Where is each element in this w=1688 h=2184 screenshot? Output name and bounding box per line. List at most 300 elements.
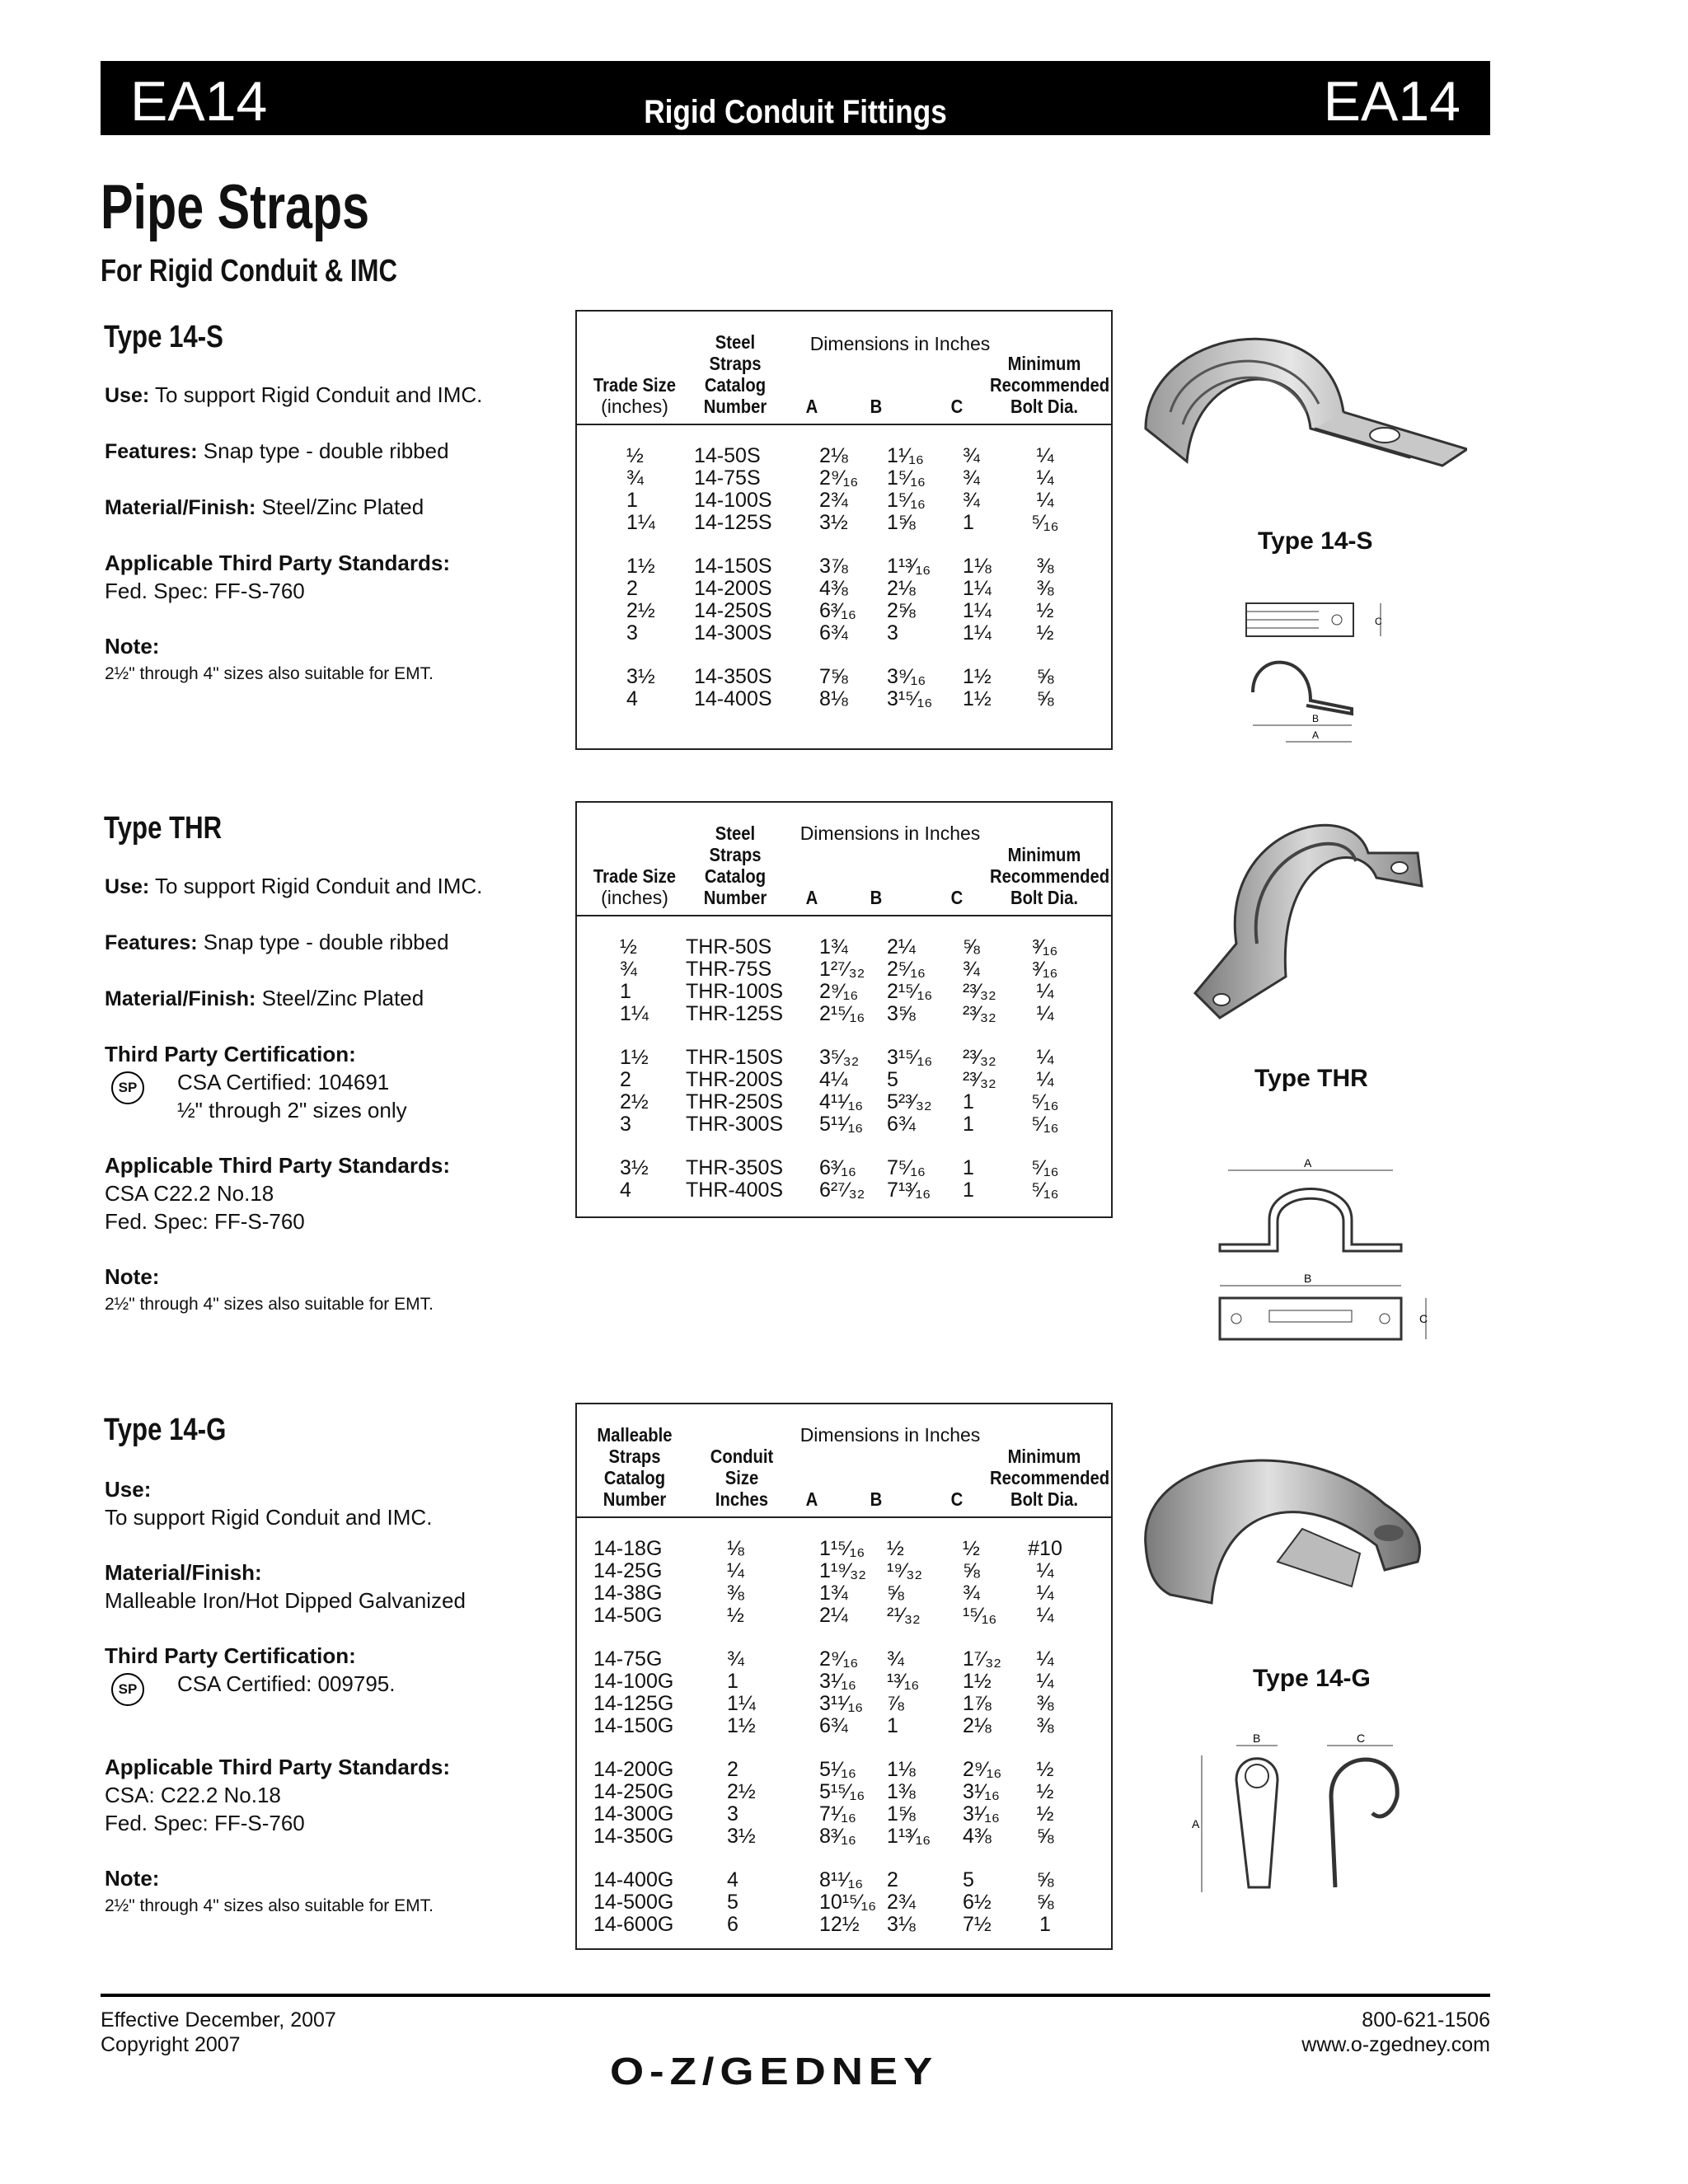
table-cell: 3¹⁄₁₆ [963, 1780, 1000, 1803]
table-cell: ¾ [963, 489, 980, 512]
header-divider [577, 424, 1111, 425]
table-cell: ¼ [1036, 489, 1054, 512]
table-cell: ⁵⁄₁₆ [1031, 1179, 1059, 1202]
table-cell: 2⅛ [887, 577, 916, 600]
header-divider [577, 915, 1111, 916]
table-cell: 8³⁄₁₆ [819, 1825, 856, 1848]
table-cell: ¼ [1036, 1559, 1054, 1582]
type-14g-description [105, 1475, 566, 1920]
table-cell: 3⅛ [887, 1913, 916, 1936]
material-label: Material/Finish: [105, 1560, 262, 1585]
col-size: Size [724, 1467, 759, 1488]
table-cell: 14-18G [593, 1537, 663, 1560]
table-cell: 5¹⁵⁄₁₆ [819, 1780, 865, 1803]
table-cell: ¼ [1036, 1046, 1054, 1069]
table-cell: 1¹⁄₁₆ [887, 444, 924, 467]
table-cell: 2 [620, 1068, 631, 1091]
table-cell: ⁵⁄₁₆ [1031, 511, 1059, 534]
table-cell: 1¹³⁄₁₆ [887, 1825, 931, 1848]
table-cell: 4¹¹⁄₁₆ [819, 1090, 864, 1113]
table-cell: ¼ [727, 1559, 744, 1582]
dim-b-label: B [1253, 1732, 1261, 1745]
table-cell: 14-200G [593, 1758, 674, 1781]
table-cell: 1⅝ [887, 511, 916, 534]
table-cell: ¼ [1036, 1582, 1054, 1605]
table-cell: 1¼ [620, 1002, 649, 1025]
table-cell: 3¹⁵⁄₁₆ [887, 1046, 933, 1069]
table-cell: 3 [887, 621, 898, 644]
table-cell: THR-100S [686, 980, 784, 1003]
table-cell: ½ [620, 935, 637, 958]
standard-item: Fed. Spec: FF-S-760 [105, 1811, 305, 1835]
table-cell: 6 [727, 1913, 738, 1936]
table-cell: 2⅛ [963, 1714, 992, 1737]
table-cell: 14-25G [593, 1559, 663, 1582]
table-cell: 14-200S [694, 577, 772, 600]
table-cell: THR-50S [686, 935, 772, 958]
table-cell: 2 [727, 1758, 738, 1781]
table-cell: 2½ [626, 599, 655, 622]
footer-left [101, 2008, 336, 2057]
table-cell: ¼ [1036, 1670, 1054, 1693]
table-cell: 1¹⁵⁄₁₆ [819, 1537, 865, 1560]
dim-b-label: B [1304, 1272, 1312, 1285]
col-c: C [950, 396, 964, 417]
table-cell: 6¾ [887, 1113, 916, 1136]
type-14s-heading: Type 14-S [104, 320, 223, 354]
col-a: A [805, 887, 818, 908]
table-cell: ¼ [1036, 444, 1054, 467]
table-cell: 2¾ [819, 489, 848, 512]
use-label: Use: [105, 1477, 152, 1502]
material-text: Steel/Zinc Plated [261, 986, 424, 1010]
standard-item: CSA: C22.2 No.18 [105, 1783, 281, 1807]
table-cell: 2 [887, 1868, 898, 1891]
table-cell: ½ [1036, 599, 1054, 622]
dims-header: Dimensions in Inches [799, 1424, 981, 1446]
table-cell: 3½ [626, 665, 655, 688]
col-trade-size-units: (inches) [601, 396, 668, 417]
table-cell: 3¹¹⁄₁₆ [819, 1692, 864, 1715]
table-cell: 14-500G [593, 1891, 674, 1914]
col-recommended: Recommended [990, 865, 1110, 887]
caption-14s: Type 14-S [1258, 527, 1373, 555]
note-label: Note: [105, 1866, 160, 1891]
standard-item: CSA C22.2 No.18 [105, 1181, 274, 1206]
table-cell: 1 [963, 511, 974, 534]
table-cell: 14-600G [593, 1913, 674, 1936]
material-label: Material/Finish: [105, 496, 256, 519]
table-cell: ⁵⁄₁₆ [1031, 1090, 1059, 1113]
table-cell: 5 [727, 1891, 738, 1914]
table-cell: ³⁄₁₆ [1032, 958, 1058, 981]
col-malleable: Malleable [597, 1424, 673, 1446]
table-cell: 1½ [620, 1046, 649, 1069]
table-cell: 6¾ [819, 621, 848, 644]
table-cell: ⁵⁄₁₆ [1031, 1113, 1059, 1136]
table-cell: ½ [1036, 621, 1054, 644]
table-cell: 2⅛ [819, 444, 848, 467]
table-cell: 1½ [727, 1714, 756, 1737]
type-thr-description [105, 872, 566, 1319]
type-14s-description [105, 381, 566, 688]
table-cell: 5¹⁄₁₆ [819, 1758, 856, 1781]
table-cell: ⅝ [963, 1559, 980, 1582]
use-label: Use: [105, 875, 150, 898]
table-cell: 6³⁄₁₆ [819, 599, 856, 622]
table-cell: ¼ [1036, 1068, 1054, 1091]
table-cell: 1¼ [963, 577, 992, 600]
table-cell: ⅝ [1036, 687, 1054, 710]
col-conduit: Conduit [710, 1446, 774, 1467]
col-number: Number [703, 887, 767, 908]
table-cell: ⅝ [887, 1582, 904, 1605]
table-cell: 3¹⁄₁₆ [963, 1802, 1000, 1825]
col-minimum: Minimum [1007, 1446, 1081, 1467]
table-cell: 1½ [963, 687, 992, 710]
col-b: B [870, 887, 883, 908]
table-cell: 14-100S [694, 489, 772, 512]
table-cell: 2⁹⁄₁₆ [819, 980, 859, 1003]
cert-scope: ½" through 2" sizes only [177, 1098, 407, 1122]
table-cell: 14-125G [593, 1692, 674, 1715]
table-cell: 7½ [963, 1913, 992, 1936]
standard-item: Fed. Spec: FF-S-760 [105, 1209, 305, 1234]
table-cell: 1⅛ [963, 555, 992, 578]
table-cell: ²³⁄₃₂ [963, 980, 996, 1003]
note-text: 2½" through 4" sizes also suitable for EMT. [105, 664, 434, 683]
table-cell: THR-200S [686, 1068, 784, 1091]
table-cell: 1¾ [819, 1582, 848, 1605]
cert-text: CSA Certified: 009795. [177, 1671, 396, 1696]
col-trade-size: Trade Size [593, 374, 677, 396]
table-cell: ¹⁹⁄₃₂ [887, 1559, 923, 1582]
table-cell: THR-400S [686, 1179, 784, 1202]
table-cell: ¼ [1036, 1647, 1054, 1671]
strap-14s-dimension-drawing [1236, 593, 1401, 758]
page-subtitle: For Rigid Conduit & IMC [101, 254, 398, 288]
table-cell: 1⁵⁄₁₆ [887, 466, 926, 490]
col-catalog: Catalog [603, 1467, 666, 1488]
table-cell: 1 [620, 980, 631, 1003]
table-cell: 5¹¹⁄₁₆ [819, 1113, 864, 1136]
col-recommended: Recommended [990, 1467, 1110, 1488]
table-cell: ¾ [626, 466, 644, 490]
table-cell: 2⅝ [887, 599, 916, 622]
copyright: Copyright 2007 [101, 2033, 241, 2056]
table-cell: 8⅛ [819, 687, 848, 710]
table-cell: 2¹⁵⁄₁₆ [887, 980, 933, 1003]
table-cell: 3 [620, 1113, 631, 1136]
spec-table-thr [575, 801, 1113, 1218]
header-bar [101, 61, 1490, 135]
table-cell: ¹⁵⁄₁₆ [963, 1604, 997, 1627]
col-b: B [870, 1488, 883, 1510]
cert-label: Third Party Certification: [105, 1042, 356, 1066]
table-cell: 1¹⁹⁄₃₂ [819, 1559, 866, 1582]
table-cell: ¼ [1036, 466, 1054, 490]
col-number: Number [703, 396, 767, 417]
table-cell: 14-150G [593, 1714, 674, 1737]
material-text: Steel/Zinc Plated [261, 494, 424, 519]
col-trade-size: Trade Size [593, 865, 677, 887]
table-cell: ²¹⁄₃₂ [887, 1604, 921, 1627]
table-cell: ¾ [963, 958, 980, 981]
note-label: Note: [105, 1264, 160, 1289]
table-cell: ²³⁄₃₂ [963, 1046, 996, 1069]
table-cell: 2⁹⁄₁₆ [819, 1647, 859, 1671]
col-bolt: Bolt Dia. [1010, 396, 1079, 417]
table-cell: 1⅞ [963, 1692, 992, 1715]
col-a: A [805, 1488, 818, 1510]
table-cell: 14-350G [593, 1825, 674, 1848]
table-cell: ⅞ [887, 1692, 904, 1715]
standard-item: Fed. Spec: FF-S-760 [105, 579, 305, 603]
table-cell: ½ [887, 1537, 904, 1560]
effective-date: Effective December, 2007 [101, 2008, 336, 2032]
note-text: 2½" through 4" sizes also suitable for EMT. [105, 1896, 434, 1915]
table-cell: ½ [1036, 1758, 1054, 1781]
table-cell: ⅜ [1036, 1692, 1054, 1715]
table-cell: ⅝ [963, 935, 980, 958]
table-cell: ¾ [727, 1647, 744, 1671]
table-cell: 1½ [626, 555, 655, 578]
col-bolt: Bolt Dia. [1010, 887, 1079, 908]
table-cell: 6²⁷⁄₃₂ [819, 1179, 865, 1202]
csa-logo-icon: SP [111, 1071, 144, 1104]
dims-header: Dimensions in Inches [799, 823, 981, 844]
note-text: 2½" through 4" sizes also suitable for EMT. [105, 1295, 434, 1314]
table-cell: 3⁹⁄₁₆ [887, 665, 926, 688]
table-cell: 4 [620, 1179, 631, 1202]
table-cell: 1¼ [963, 621, 992, 644]
table-cell: 3 [626, 621, 638, 644]
table-cell: 4⅜ [963, 1825, 992, 1848]
standards-label: Applicable Third Party Standards: [105, 1755, 450, 1779]
dim-a-label: A [1304, 1156, 1312, 1169]
table-cell: 14-50G [593, 1604, 663, 1627]
table-cell: ⁵⁄₁₆ [1031, 1156, 1059, 1179]
table-cell: ⅝ [1036, 665, 1054, 688]
table-cell: 14-300S [694, 621, 772, 644]
website-link[interactable]: www.o-zgedney.com [1301, 2033, 1490, 2056]
table-cell: #10 [1028, 1537, 1062, 1560]
standards-label: Applicable Third Party Standards: [105, 1153, 450, 1178]
table-cell: 1¼ [727, 1692, 756, 1715]
table-cell: ½ [1036, 1802, 1054, 1825]
table-cell: 4¼ [819, 1068, 848, 1091]
table-cell: 1 [963, 1156, 974, 1179]
table-cell: 2⁹⁄₁₆ [819, 466, 859, 490]
features-text: Snap type - double ribbed [203, 930, 449, 954]
features-label: Features: [105, 440, 198, 463]
table-cell: 3½ [620, 1156, 649, 1179]
table-cell: ½ [626, 444, 644, 467]
table-cell: ¼ [1036, 980, 1054, 1003]
dim-b-label: B [1312, 713, 1320, 724]
section-code-right: EA14 [1323, 70, 1461, 133]
table-cell: 1 [887, 1714, 898, 1737]
table-cell: 6¾ [819, 1714, 848, 1737]
table-cell: 1⁷⁄₃₂ [963, 1647, 1002, 1671]
table-cell: 14-300G [593, 1802, 674, 1825]
table-cell: ⅜ [727, 1582, 744, 1605]
table-cell: ½ [727, 1604, 744, 1627]
table-cell: 3¹⁄₁₆ [819, 1670, 856, 1693]
col-recommended: Recommended [990, 374, 1110, 396]
col-minimum: Minimum [1007, 844, 1081, 865]
table-cell: 1 [1039, 1913, 1051, 1936]
table-cell: ½ [1036, 1780, 1054, 1803]
table-cell: 14-350S [694, 665, 772, 688]
table-cell: 14-400S [694, 687, 772, 710]
table-cell: 14-250G [593, 1780, 674, 1803]
table-cell: 1 [727, 1670, 738, 1693]
table-cell: 1⅛ [887, 1758, 916, 1781]
features-label: Features: [105, 931, 198, 954]
table-cell: THR-250S [686, 1090, 784, 1113]
table-cell: ¼ [1036, 1002, 1054, 1025]
table-cell: 14-250S [694, 599, 772, 622]
use-text: To support Rigid Conduit and IMC. [154, 874, 483, 898]
use-text: To support Rigid Conduit and IMC. [105, 1505, 433, 1530]
col-number: Number [603, 1488, 667, 1510]
table-cell: ²³⁄₃₂ [963, 1002, 996, 1025]
strap-thr-dimension-drawing [1179, 1154, 1442, 1368]
footer-right [1301, 2008, 1490, 2057]
col-c: C [950, 887, 964, 908]
table-cell: 7⅝ [819, 665, 848, 688]
table-cell: 2½ [727, 1780, 756, 1803]
dim-c-label: C [1375, 616, 1382, 627]
table-cell: 2 [626, 577, 638, 600]
table-cell: 3 [727, 1802, 738, 1825]
col-a: A [805, 396, 818, 417]
table-cell: 3¹⁵⁄₁₆ [887, 687, 933, 710]
table-cell: 1 [963, 1090, 974, 1113]
footer-rule [101, 1994, 1490, 1997]
strap-14g-illustration [1137, 1438, 1451, 1628]
col-steel: Steel [715, 331, 756, 353]
table-cell: 4 [626, 687, 638, 710]
strap-14s-illustration [1137, 305, 1467, 503]
table-cell: ¾ [963, 1582, 980, 1605]
table-cell: 3½ [819, 511, 848, 534]
table-cell: 7¹³⁄₁₆ [887, 1179, 931, 1202]
col-straps: Straps [709, 844, 762, 865]
table-cell: ¾ [963, 466, 980, 490]
strap-thr-illustration [1187, 804, 1434, 1034]
table-cell: ²³⁄₃₂ [963, 1068, 996, 1091]
caption-14g: Type 14-G [1253, 1665, 1371, 1692]
table-cell: 7¹⁄₁₆ [819, 1802, 856, 1825]
table-cell: ⅜ [1036, 1714, 1054, 1737]
use-label: Use: [105, 384, 150, 407]
table-cell: ¾ [963, 444, 980, 467]
table-cell: 14-50S [694, 444, 761, 467]
table-cell: ¾ [887, 1647, 904, 1671]
table-cell: 2¹⁵⁄₁₆ [819, 1002, 865, 1025]
table-cell: THR-300S [686, 1113, 784, 1136]
dim-c-label: C [1419, 1312, 1428, 1325]
cert-label: Third Party Certification: [105, 1643, 356, 1668]
table-cell: THR-350S [686, 1156, 784, 1179]
header-title: Rigid Conduit Fittings [644, 94, 947, 130]
table-cell: ⅜ [1036, 555, 1054, 578]
col-minimum: Minimum [1007, 353, 1081, 374]
table-cell: ³⁄₁₆ [1032, 935, 1058, 958]
table-cell: 3⅞ [819, 555, 848, 578]
table-cell: 2⁵⁄₁₆ [887, 958, 926, 981]
header-divider [577, 1516, 1111, 1518]
table-cell: 14-75S [694, 466, 761, 490]
table-cell: 2⁹⁄₁₆ [963, 1758, 1002, 1781]
page-title: Pipe Straps [101, 172, 370, 242]
cert-text: CSA Certified: 104691 [177, 1070, 390, 1094]
table-cell: 1¹³⁄₁₆ [887, 555, 931, 578]
use-text: To support Rigid Conduit and IMC. [154, 382, 483, 407]
table-cell: 14-100G [593, 1670, 674, 1693]
table-cell: 1¼ [626, 511, 655, 534]
dims-header: Dimensions in Inches [809, 333, 991, 354]
col-c: C [950, 1488, 964, 1510]
table-cell: 7⁵⁄₁₆ [887, 1156, 926, 1179]
col-b: B [870, 396, 883, 417]
col-steel: Steel [715, 823, 756, 844]
table-cell: ½ [963, 1537, 980, 1560]
table-cell: 3½ [727, 1825, 756, 1848]
col-catalog: Catalog [704, 865, 767, 887]
table-cell: 14-38G [593, 1582, 663, 1605]
table-cell: ¾ [620, 958, 637, 981]
table-cell: 1⅜ [887, 1780, 916, 1803]
table-cell: 1 [963, 1113, 974, 1136]
phone-number: 800-621-1506 [1362, 2008, 1490, 2032]
table-cell: THR-125S [686, 1002, 784, 1025]
spec-table-14s [575, 310, 1113, 750]
dim-c-label: C [1357, 1732, 1366, 1745]
type-thr-heading: Type THR [104, 811, 223, 846]
table-cell: 14-75G [593, 1647, 663, 1671]
table-cell: 2¼ [887, 935, 916, 958]
csa-logo-icon: SP [111, 1673, 144, 1706]
col-catalog: Catalog [704, 374, 767, 396]
table-cell: 1⁵⁄₁₆ [887, 489, 926, 512]
table-cell: ⅝ [1036, 1825, 1054, 1848]
dim-a-label: A [1192, 1817, 1200, 1830]
table-cell: 1 [626, 489, 638, 512]
table-cell: ⅛ [727, 1537, 744, 1560]
table-cell: 4 [727, 1868, 738, 1891]
table-cell: 1²⁷⁄₃₂ [819, 958, 865, 981]
table-cell: 5 [963, 1868, 974, 1891]
table-cell: ¹³⁄₁₆ [887, 1670, 920, 1693]
type-14g-heading: Type 14-G [104, 1413, 227, 1447]
table-cell: 5²³⁄₃₂ [887, 1090, 932, 1113]
table-cell: 1½ [963, 665, 992, 688]
table-cell: ⅝ [1036, 1868, 1054, 1891]
table-cell: THR-75S [686, 958, 772, 981]
caption-thr: Type THR [1254, 1065, 1368, 1092]
standards-label: Applicable Third Party Standards: [105, 551, 450, 575]
table-cell: ¼ [1036, 1604, 1054, 1627]
table-cell: 6½ [963, 1891, 992, 1914]
table-cell: 3⁵⁄₃₂ [819, 1046, 860, 1069]
table-cell: 1¼ [963, 599, 992, 622]
table-cell: 2½ [620, 1090, 649, 1113]
strap-14g-dimension-drawing [1187, 1731, 1434, 1904]
table-cell: ⅝ [1036, 1891, 1054, 1914]
